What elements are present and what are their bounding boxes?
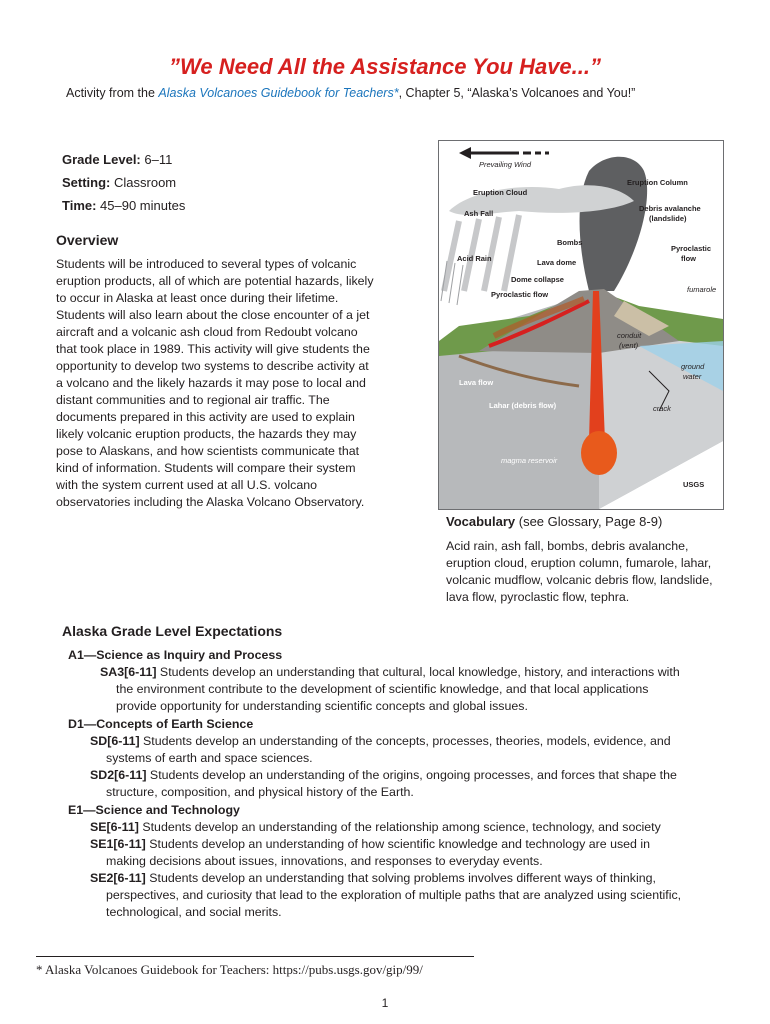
overview-text: Students will be introduced to several types of volcanic eruption products, all of which are potential hazards, likely to occur in Alaska at least once during their lifetime. Students will also learn about the close encounter of a jet aircraft and a volcanic ash cloud from Redoubt volcano that took place in 1989. This activity will give students the opportunity to develop two systems to describe activity at a volcano and the likely hazards it may pose to local and distant communities and to regional air traffic. The documents prepared in this activity are used to explain likely volcanic eruption products, the hazards they may pose to Alaskans, and how scientists communicate that kind of information. Students will compare their system with the system current used at all U.S. volcano observatories including the Alaska Volcano Observatory. [56, 257, 374, 509]
standard-code: SA3[6-11] [100, 665, 157, 679]
expectations-list [62, 646, 682, 921]
grade-level-value: 6–11 [140, 152, 173, 167]
grade-level [62, 152, 172, 167]
standard-item [88, 664, 682, 715]
subtitle-prefix: Activity from the [66, 86, 159, 100]
grade-level-label: Grade Level: [62, 152, 141, 167]
magma-reservoir-shape [581, 431, 617, 475]
overview-heading: Overview [56, 232, 119, 248]
label-prevailing-wind: Prevailing Wind [479, 160, 532, 169]
footnote-divider [36, 956, 474, 957]
standard-text: Students develop an understanding of the concepts, processes, theories, models, evidence, and systems of earth and space sciences. [106, 734, 671, 765]
category-heading: E1—Science and Technology [68, 803, 240, 817]
standard-text: Students develop an understanding of how scientific knowledge and technology are used in making decisions about issues, innovations, and responses to everyday events. [106, 837, 651, 868]
time-label: Time: [62, 198, 97, 213]
label-lava-dome: Lava dome [537, 258, 577, 267]
label-debris-avalanche-2: (landslide) [649, 214, 687, 223]
standard-code: SD[6-11] [90, 734, 140, 748]
standard-item [78, 870, 682, 921]
time-value: 45–90 minutes [96, 198, 186, 213]
standard-text: Students develop an understanding of the origins, ongoing processes, and forces that shape the structure, composition, and physical history of the Earth. [106, 768, 677, 799]
usgs-logo-text: USGS [683, 480, 705, 489]
guidebook-link[interactable]: Alaska Volcanoes Guidebook for Teachers* [158, 86, 399, 100]
label-conduit-1: conduit [617, 331, 642, 340]
standard-code: SD2[6-11] [90, 768, 147, 782]
label-lava-flow: Lava flow [459, 378, 494, 387]
vocabulary-list: Acid rain, ash fall, bombs, debris avalanche, eruption cloud, eruption column, fumarole, lahar, volcanic mudflow, volcanic debris flow, landslide, lava flow, pyroclastic flow, tephra. [446, 539, 713, 604]
standard-code: SE[6-11] [90, 820, 139, 834]
label-fumarole: fumarole [687, 285, 717, 294]
standard-item [78, 819, 682, 836]
category-heading: A1—Science as Inquiry and Process [68, 648, 283, 662]
standard-item [78, 733, 682, 767]
time [62, 198, 185, 213]
expectations-heading: Alaska Grade Level Expectations [62, 623, 283, 639]
label-eruption-cloud: Eruption Cloud [473, 188, 528, 197]
label-pyroclastic-flow-right-2: flow [681, 254, 696, 263]
footnote: * Alaska Volcanoes Guidebook for Teachers: https://pubs.usgs.gov/gip/99/ [36, 962, 423, 977]
label-ash-fall: Ash Fall [464, 209, 494, 218]
subtitle-suffix: , Chapter 5, “Alaska’s Volcanoes and You!” [398, 86, 636, 100]
setting-value: Classroom [110, 175, 177, 190]
standard-code: SE2[6-11] [90, 871, 146, 885]
label-conduit-2: (vent) [619, 341, 639, 350]
standard-item [78, 836, 682, 870]
category-heading: D1—Concepts of Earth Science [68, 717, 254, 731]
page-number: 1 [381, 996, 389, 1010]
label-ground-water-2: water [683, 372, 702, 381]
standard-text: Students develop an understanding that solving problems involves different ways of thinking, perspectives, and curiosity that lead to the exploration of multiple paths that are analyzed using scientific, technological, and social merits. [106, 871, 682, 919]
label-debris-avalanche-1: Debris avalanche [639, 204, 701, 213]
label-magma-reservoir: magma reservoir [501, 456, 558, 465]
label-pyroclastic-flow-right-1: Pyroclastic [671, 244, 712, 253]
vocabulary-title: Vocabulary [446, 514, 516, 529]
label-lahar: Lahar (debris flow) [489, 401, 557, 410]
label-acid-rain: Acid Rain [457, 254, 492, 263]
label-bombs: Bombs [557, 238, 583, 247]
label-dome-collapse: Dome collapse [511, 275, 564, 284]
standard-text: Students develop an understanding that cultural, local knowledge, history, and interactions with the environment contribute to the development of scientific knowledge, and that local applications provide opportunity for understanding scientific concepts and global issues. [116, 665, 680, 713]
standard-code: SE1[6-11] [90, 837, 146, 851]
vocabulary-heading [446, 514, 662, 529]
label-ground-water-1: ground [681, 362, 705, 371]
volcano-diagram-svg [439, 141, 723, 509]
vocabulary-ref: (see Glossary, Page 8-9) [515, 514, 663, 529]
setting [62, 175, 176, 190]
activity-source [66, 86, 635, 100]
label-pyroclastic-flow-left: Pyroclastic flow [491, 290, 549, 299]
page-title: ”We Need All the Assistance You Have...” [169, 54, 601, 79]
standard-item [78, 767, 682, 801]
standard-text: Students develop an understanding of the relationship among science, technology, and society [138, 820, 661, 834]
label-crack: crack [653, 404, 671, 413]
label-eruption-column: Eruption Column [627, 178, 688, 187]
setting-label: Setting: [62, 175, 111, 190]
volcano-hazards-diagram [438, 140, 724, 510]
